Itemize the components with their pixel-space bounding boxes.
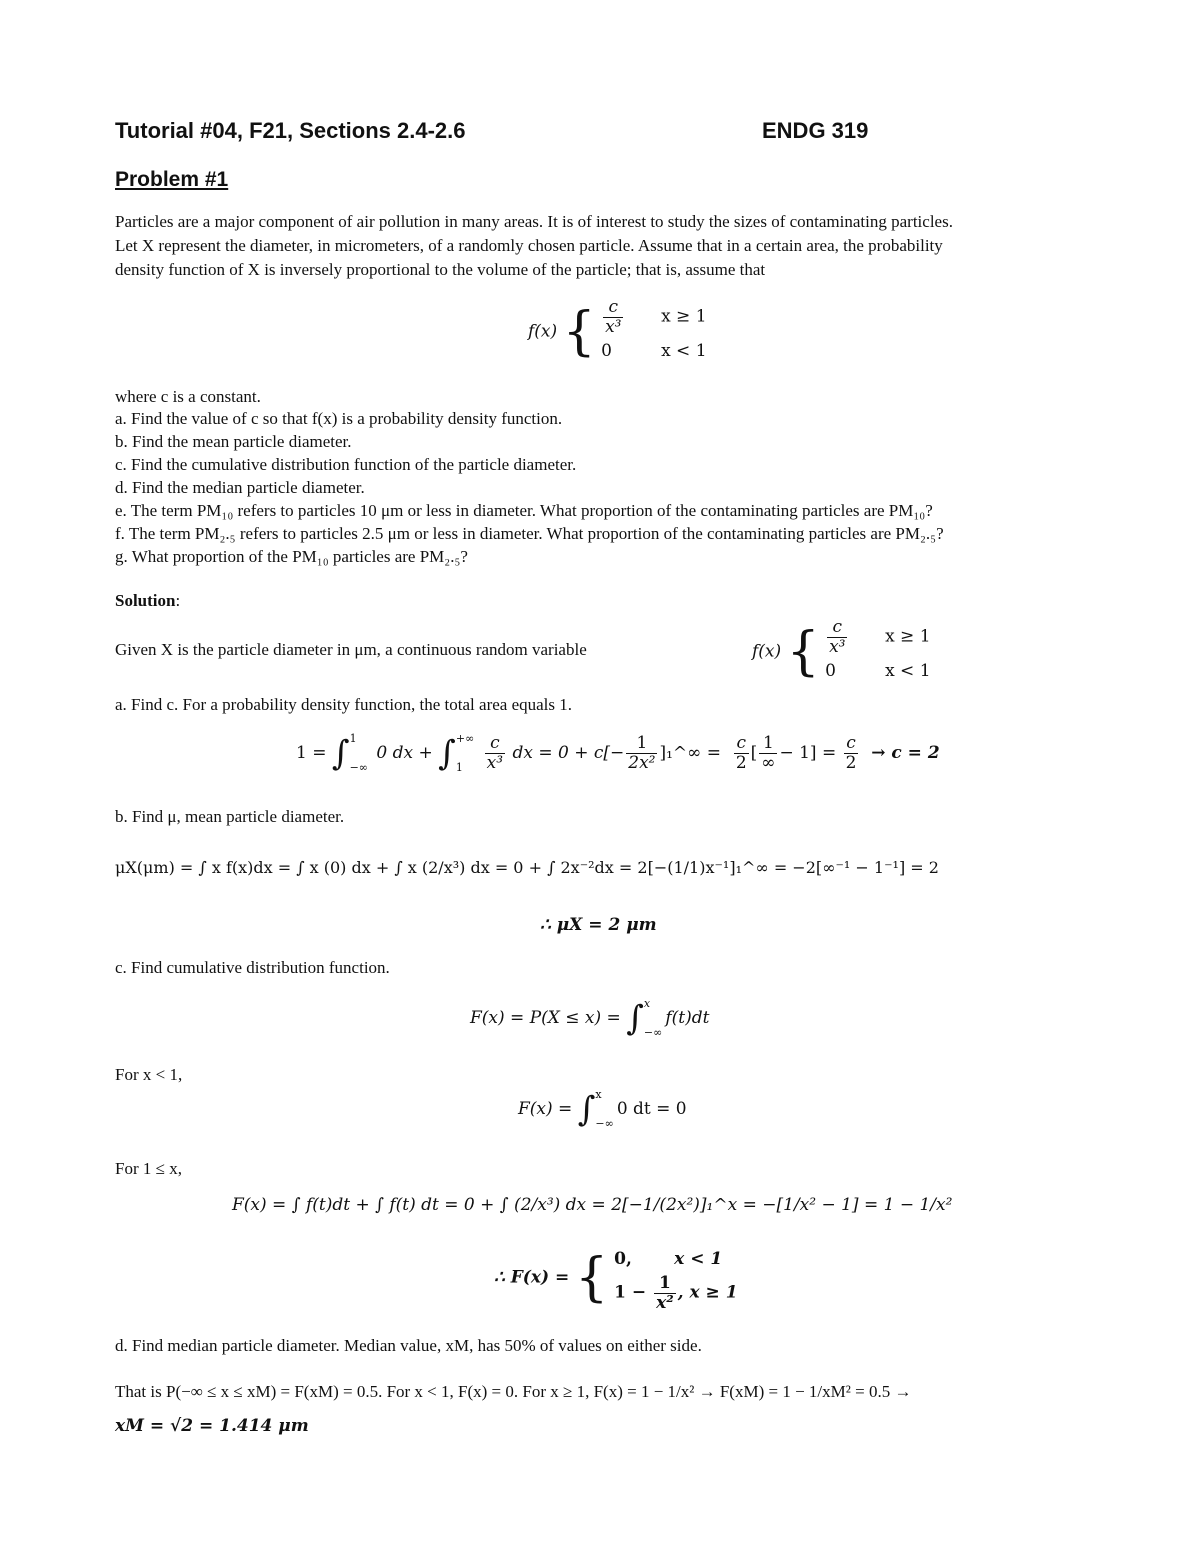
where-text: where c is a constant. xyxy=(115,387,261,406)
part-b-heading: b. Find μ, mean particle diameter. xyxy=(115,807,345,826)
part-a-equation: 1 = ∫ 1 −∞ 0 dx + ∫ +∞ 1 $\frac{c}{\text{x³}}$ dx = 0 + c[− $\frac{1}{\text{2x²}}$ ]₁^∞ = $\frac{c}{2}$ [ $\frac{1}{\infty}$ − 1] = $\frac{c}{2}$ → c = 2 xyxy=(296,732,940,774)
cdf-lt-1-equation: F(x) = ∫ x −∞ 0 dt = 0 xyxy=(518,1088,687,1130)
part-a-heading: a. Find c. For a probability density function, the total area equals 1. xyxy=(115,695,572,714)
course-code: ENDG 319 xyxy=(762,118,869,143)
question-b: b. Find the mean particle diameter. xyxy=(115,432,352,451)
question-e: e. The term PM₁₀ refers to particles 10 μm or less in diameter. What proportion of the contaminating particles are PM₁₀? xyxy=(115,501,933,520)
given-text: Given X is the particle diameter in μm, a continuous random variable xyxy=(115,640,587,659)
integral-icon: ∫ xyxy=(438,733,456,774)
cdf-result: ∴ F(x) = { 0, x < 1 1 − $\frac{1}{\text{x²}}$ , x ≥ 1 xyxy=(494,1248,738,1313)
pdf-lhs: f(x) xyxy=(528,321,558,342)
integral-icon: ∫ xyxy=(331,733,350,774)
left-brace-icon: { xyxy=(575,1248,609,1309)
part-d-result: xM = √2 = 1.414 μm xyxy=(115,1416,309,1436)
left-brace-icon: { xyxy=(562,302,596,363)
question-a: a. Find the value of c so that f(x) is a probability density function. xyxy=(115,409,563,428)
for-x-lt-1-label: For x < 1, xyxy=(115,1065,183,1084)
for-x-ge-1-label: For 1 ≤ x, xyxy=(115,1159,182,1178)
cdf-ge-1-equation: F(x) = ∫ f(t)dt + ∫ f(t) dt = 0 + ∫ (2/x³) dx = 2[−1/(2x²)]₁^x = −[1/x² − 1] = 1 − 1/x² xyxy=(232,1195,953,1215)
left-brace-icon: { xyxy=(786,622,820,683)
part-b-equation: μX(μm) = ∫ x f(x)dx = ∫ x (0) dx + ∫ x (2/x³) dx = 0 + ∫ 2x⁻²dx = 2[−(1/1)x⁻¹]₁^∞ = −2[∞⁻¹ − 1⁻¹] = 2 xyxy=(115,858,939,877)
question-c: c. Find the cumulative distribution function of the particle diameter. xyxy=(115,455,577,474)
intro-line-1: Particles are a major component of air pollution in many areas. It is of interest to study the sizes of contaminating particles. xyxy=(115,212,953,231)
question-g: g. What proportion of the PM₁₀ particles are PM₂.₅? xyxy=(115,547,468,566)
problem-title: Problem #1 xyxy=(115,168,229,191)
solution-label: Solution: xyxy=(115,591,181,610)
part-d-line-1: That is P(−∞ ≤ x ≤ xM) = F(xM) = 0.5. For x < 1, F(x) = 0. For x ≥ 1, F(x) = 1 − 1/x² → F(xM) = 1 − 1/xM² = 0.5 → xyxy=(115,1382,912,1401)
pdf-val-2: 0 xyxy=(601,341,612,362)
intro-line-3: density function of X is inversely proportional to the volume of the particle; that is, assume that xyxy=(115,260,766,279)
cdf-definition: F(x) = P(X ≤ x) = ∫ x −∞ f(t)dt xyxy=(470,997,710,1039)
pdf-num: c xyxy=(608,297,619,317)
intro-line-2: Let X represent the diameter, in micrometers, of a randomly chosen particle. Assume that in a certain area, the probability xyxy=(115,236,943,255)
pdf-cond-2: x < 1 xyxy=(661,341,707,362)
question-d: d. Find the median particle diameter. xyxy=(115,478,365,497)
part-c-heading: c. Find cumulative distribution function. xyxy=(115,958,390,977)
integral-icon: ∫ xyxy=(626,998,644,1039)
pdf-den: x³ xyxy=(605,316,622,337)
pdf-definition xyxy=(528,298,707,366)
pdf-cond-1: x ≥ 1 xyxy=(661,306,707,327)
tutorial-title: Tutorial #04, F21, Sections 2.4-2.6 xyxy=(115,118,466,143)
question-f: f. The term PM₂.₅ refers to particles 2.5 μm or less in diameter. What proportion of the contaminating particles are PM₂.₅? xyxy=(115,524,944,543)
part-d-heading: d. Find median particle diameter. Median value, xM, has 50% of values on either side. xyxy=(115,1336,702,1355)
part-b-result: ∴ μX = 2 μm xyxy=(540,915,657,935)
pdf-definition-2: f(x) { $\frac{c}{\text{x³}}$ x ≥ 1 0 x < 1 xyxy=(752,617,931,683)
integral-icon: ∫ xyxy=(577,1089,596,1130)
